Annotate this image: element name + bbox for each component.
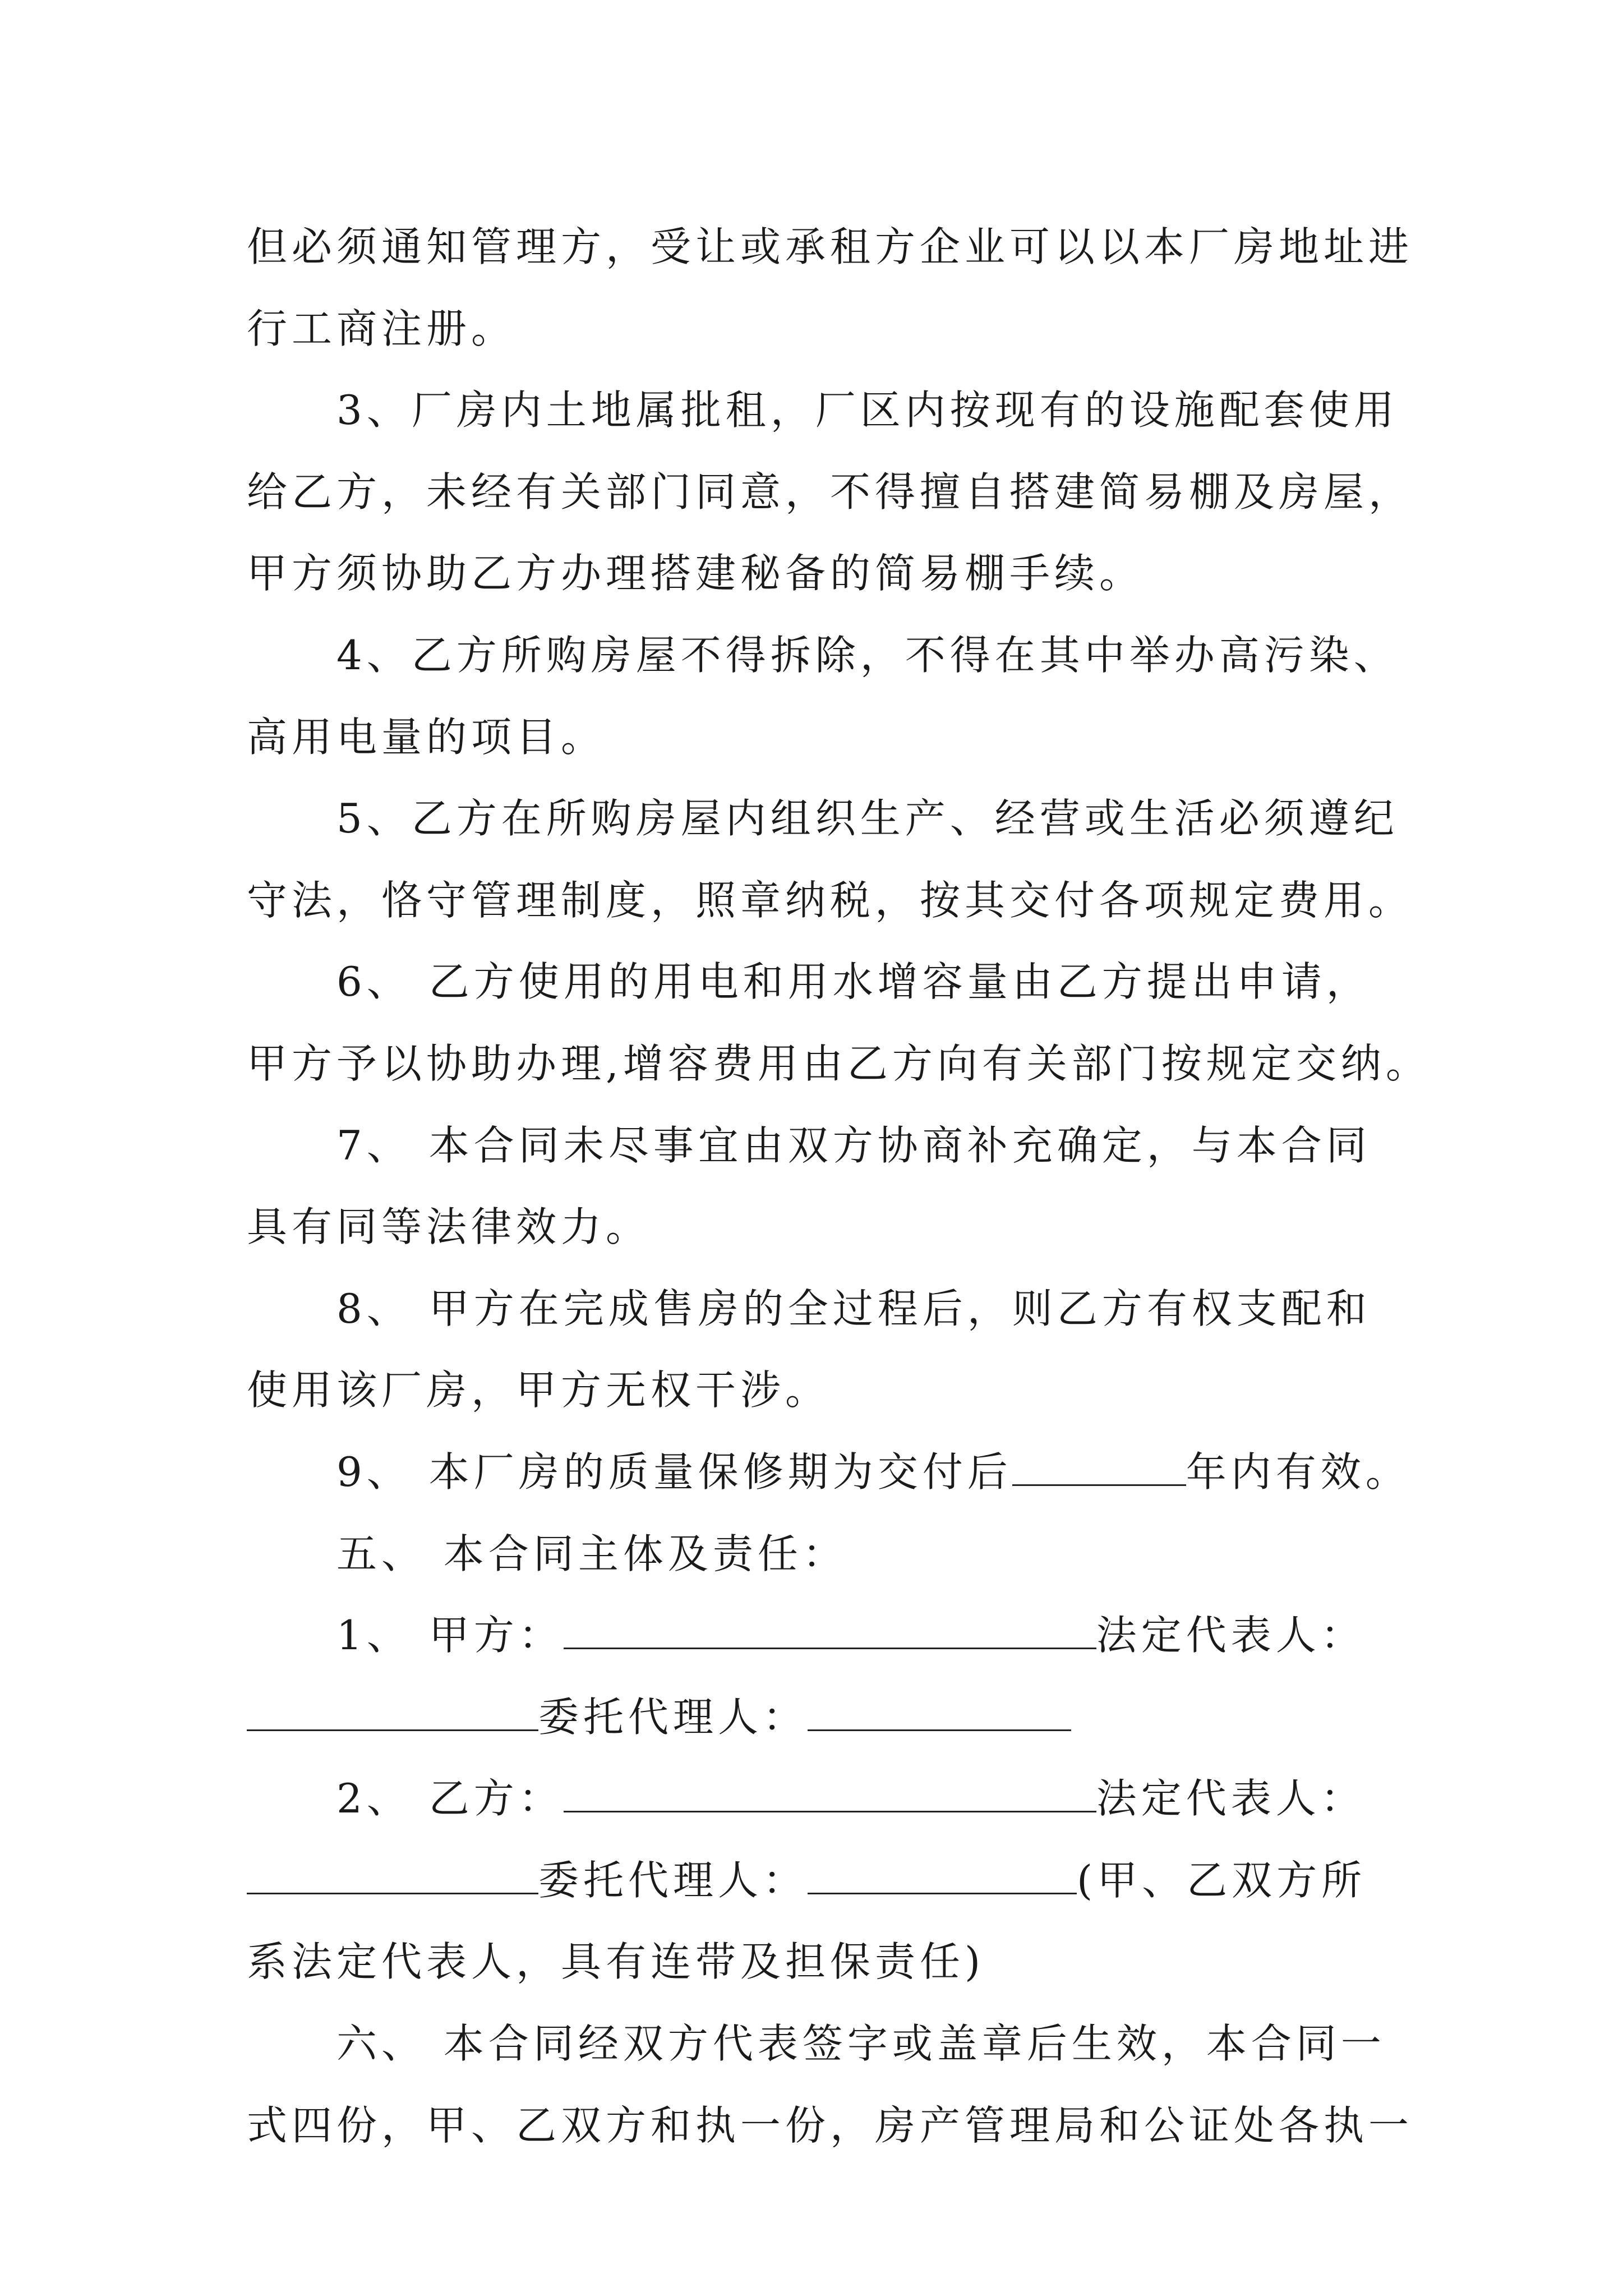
party-b-agent-blank [808,1859,1077,1894]
clause-8: 8、 甲方在完成售房的全过程后，则乙方有权支配和 [336,1285,1371,1332]
text-line: 式四份，甲、乙双方和执一份，房产管理局和公证处各执一 [247,2101,1414,2149]
text-line: 甲方须协助乙方办理搭建秘备的简易棚手续。 [247,550,1145,597]
party-b-rep-label: 法定代表人： [1096,1775,1366,1823]
text-line: 具有同等法律效力。 [247,1203,651,1251]
text-line: 但必须通知管理方，受让或承租方企业可以以本厂房地址进 [247,223,1414,270]
party-a-label: 1、 甲方： [336,1612,564,1659]
party-b-agent-label: 委托代理人： [538,1856,808,1904]
text-line: 甲方予以协助办理,增容费用由乙方向有关部门按规定交纳。 [247,1039,1431,1087]
clause-6: 6、 乙方使用的用电和用水增容量由乙方提出申请， [336,958,1371,1006]
party-a-rep-blank [247,1696,538,1731]
party-a-agent-label: 委托代理人： [538,1693,808,1741]
party-a-agent-line [247,1677,1396,1759]
text-line: 使用该厂房，甲方无权干涉。 [247,1366,831,1414]
party-a-blank [564,1614,1096,1649]
party-b-agent-line [247,1840,1396,1922]
party-b-line [247,1758,1396,1840]
warranty-years-blank [1012,1451,1186,1486]
clause-7: 7、 本合同未尽事宜由双方协商补充确定，与本合同 [336,1121,1371,1169]
party-b-label: 2、 乙方： [336,1775,564,1823]
clause-4: 4、乙方所购房屋不得拆除，不得在其中举办高污染、 [336,631,1399,679]
text-line: 系法定代表人，具有连带及担保责任) [247,1938,985,1986]
party-a-line [247,1595,1396,1677]
clause-9-suffix: 年内有效。 [1186,1448,1410,1496]
party-a-rep-label: 法定代表人： [1096,1612,1366,1659]
party-b-blank [564,1777,1096,1812]
text-line: 守法，恪守管理制度，照章纳税，按其交付各项规定费用。 [247,876,1414,924]
text-line: 行工商注册。 [247,305,517,352]
document-page [247,206,1431,2166]
text-line: 给乙方，未经有关部门同意，不得擅自搭建简易棚及房屋， [247,468,1414,516]
clause-3: 3、厂房内土地属批租，厂区内按现有的设施配套使用 [336,386,1399,434]
party-a-agent-blank [808,1696,1071,1731]
clause-5: 5、乙方在所购房屋内组织生产、经营或生活必须遵纪 [336,795,1399,843]
text-line: 高用电量的项目。 [247,713,606,761]
section-6: 六、 本合同经双方代表签字或盖章后生效，本合同一 [336,2020,1386,2068]
clause-9-text: 9、 本厂房的质量保修期为交付后 [336,1448,1012,1496]
party-b-note: (甲、乙双方所 [1077,1856,1367,1904]
party-b-rep-blank [247,1859,538,1894]
clause-9 [247,1432,1410,1513]
section-5-title: 五、 本合同主体及责任： [336,1530,847,1577]
